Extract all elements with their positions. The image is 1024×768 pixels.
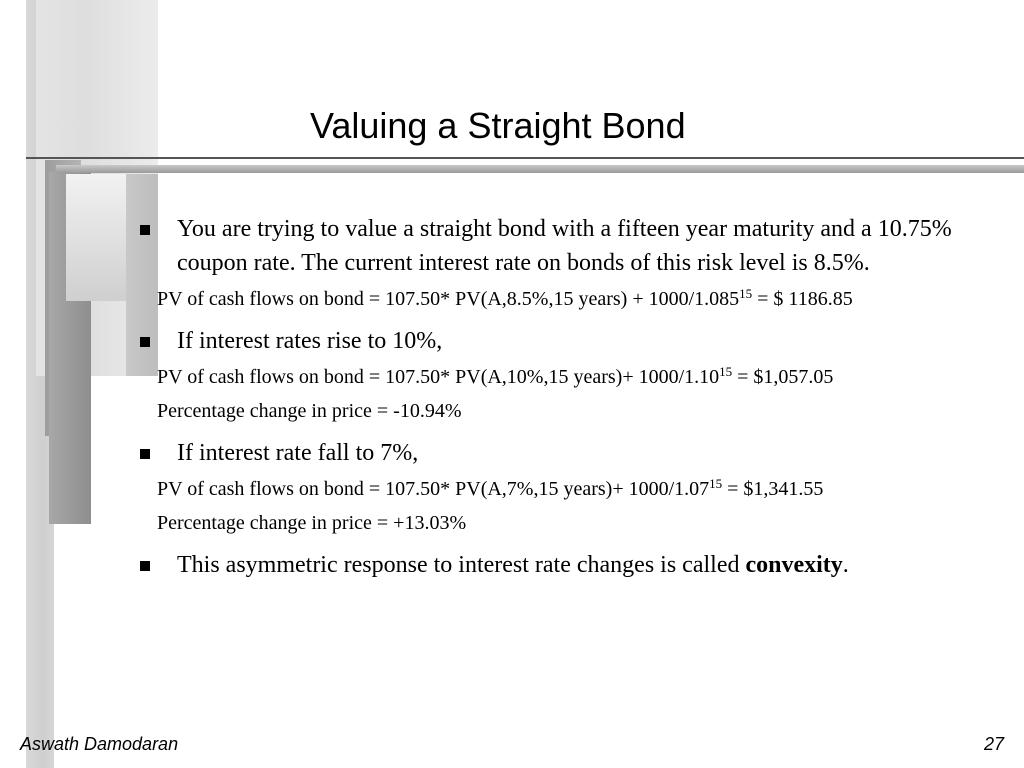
exponent: 15 [709, 476, 723, 491]
formula-result: = $1,057.05 [732, 366, 834, 388]
percentage-change-text: Percentage change in price = -10.94% [157, 400, 462, 422]
sub-bullet-item [140, 474, 1000, 504]
formula-text: PV of cash flows on bond = 107.50* PV(A,10%,15 years)+ 1000/1.10 [157, 366, 720, 388]
title-divider [26, 157, 1024, 159]
formula-text: PV of cash flows on bond = 107.50* PV(A,8.5%,15 years) + 1000/1.085 [157, 288, 740, 310]
bullet-text: This asymmetric response to interest rate changes is called [177, 552, 746, 578]
title-divider-bar [56, 165, 1024, 173]
bullet-text: If interest rate fall to 7%, [177, 440, 419, 466]
sub-bullet-item [140, 284, 1000, 314]
bullet-item [140, 548, 1000, 582]
bullet-square-icon [140, 561, 150, 571]
bullet-square-icon [140, 337, 150, 347]
sub-bullet-item [140, 396, 1000, 426]
footer-author: Aswath Damodaran [20, 734, 179, 754]
bullet-item [140, 324, 1000, 358]
bullet-item [140, 212, 1000, 280]
formula-result: = $1,341.55 [722, 478, 824, 500]
page-number: 27 [983, 734, 1004, 754]
sub-bullet-item [140, 508, 1000, 538]
formula-text: PV of cash flows on bond = 107.50* PV(A,7%,15 years)+ 1000/1.07 [157, 478, 710, 500]
exponent: 15 [739, 286, 753, 301]
sub-bullet-item [140, 362, 1000, 392]
percentage-change-text: Percentage change in price = +13.03% [157, 512, 467, 534]
bullet-square-icon [140, 225, 150, 235]
formula-result: = $ 1186.85 [752, 288, 853, 310]
decor-bar [66, 174, 126, 301]
bullet-text: You are trying to value a straight bond with a fifteen year maturity and a 10.75% coupon rate. The current interest rate on bonds of this risk level is 8.5%. [177, 216, 952, 276]
bullet-text: If interest rates rise to 10%, [177, 328, 443, 354]
exponent: 15 [719, 364, 733, 379]
bullet-item [140, 436, 1000, 470]
bullet-square-icon [140, 449, 150, 459]
slide-body [140, 212, 1000, 582]
slide-title: Valuing a Straight Bond [310, 105, 686, 146]
bullet-text-end: . [842, 552, 849, 578]
bold-term: convexity [745, 552, 843, 578]
